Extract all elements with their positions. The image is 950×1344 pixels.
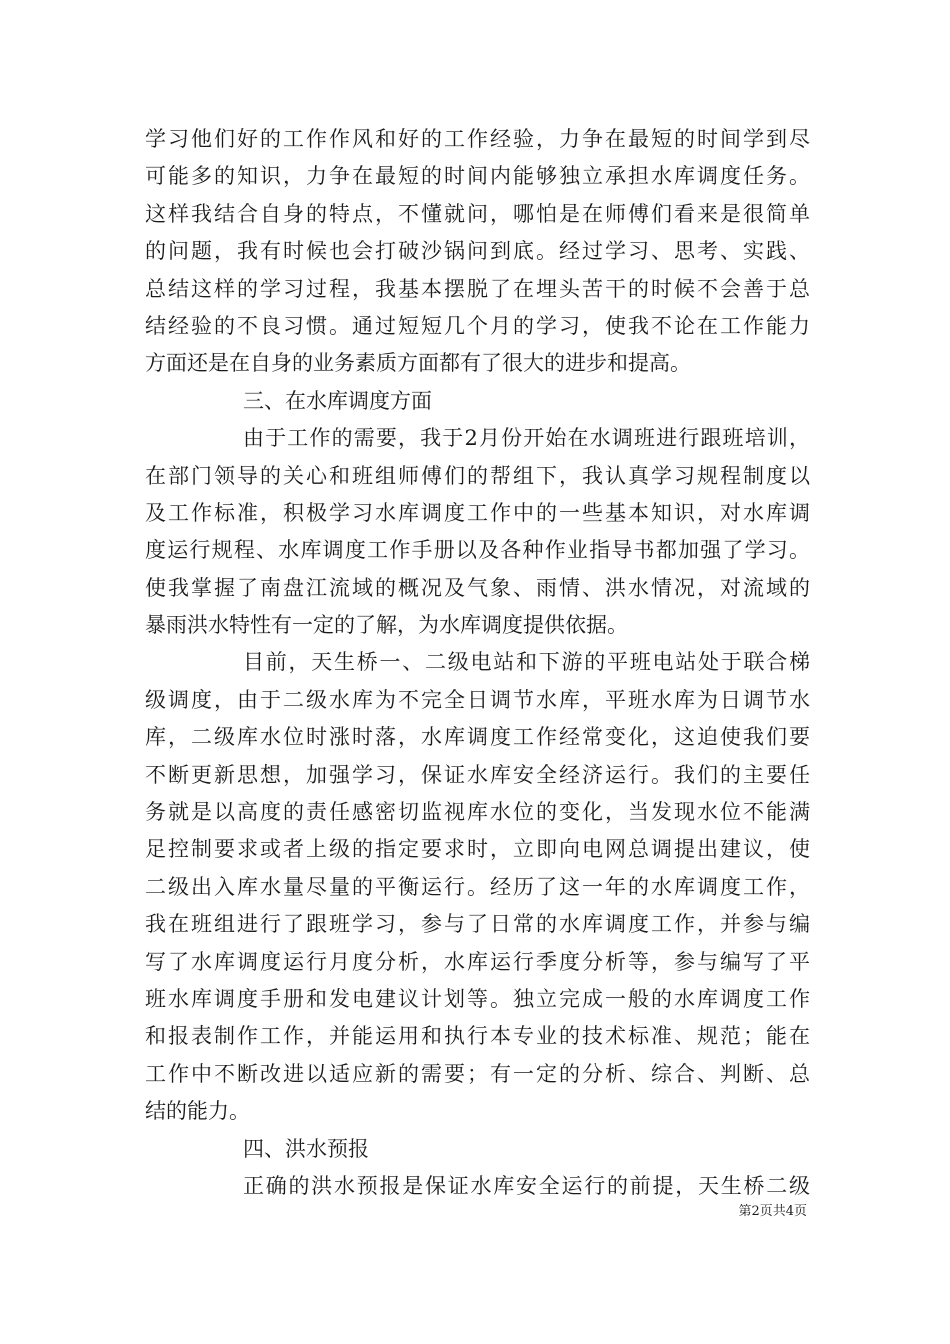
- body-line: 的问题，我有时候也会打破沙锅问到底。经过学习、思考、实践、: [145, 239, 810, 264]
- body-line: 二级出入库水量尽量的平衡运行。经历了这一年的水库调度工作，: [145, 874, 810, 899]
- paragraph-first-line: 正确的洪水预报是保证水库安全运行的前提，天生桥二级: [243, 1173, 810, 1198]
- body-line: 暴雨洪水特性有一定的了解，为水库调度提供依据。: [145, 613, 628, 638]
- body-line: 我在班组进行了跟班学习，参与了日常的水库调度工作，并参与编: [145, 912, 810, 937]
- section-heading-3: 三、在水库调度方面: [243, 388, 432, 413]
- body-line: 务就是以高度的责任感密切监视库水位的变化，当发现水位不能满: [145, 800, 810, 825]
- body-line: 级调度，由于二级水库为不完全日调节水库，平班水库为日调节水: [145, 687, 810, 712]
- paragraph-first-line: 由于工作的需要，我于2月份开始在水调班进行跟班培训，: [243, 426, 810, 451]
- page-footer: 第2页共4页: [738, 1204, 807, 1219]
- body-line: 班水库调度手册和发电建议计划等。独立完成一般的水库调度工作: [145, 986, 810, 1011]
- body-line: 可能多的知识，力争在最短的时间内能够独立承担水库调度任务。: [145, 164, 810, 189]
- body-line: 度运行规程、水库调度工作手册以及各种作业指导书都加强了学习。: [145, 538, 810, 563]
- body-line: 不断更新思想，加强学习，保证水库安全经济运行。我们的主要任: [145, 762, 810, 787]
- body-line: 学习他们好的工作作风和好的工作经验，力争在最短的时间学到尽: [145, 127, 810, 151]
- paragraph-first-line: 目前，天生桥一、二级电站和下游的平班电站处于联合梯: [243, 650, 810, 675]
- body-line: 写了水库调度运行月度分析，水库运行季度分析等，参与编写了平: [145, 949, 810, 974]
- body-line: 及工作标准，积极学习水库调度工作中的一些基本知识，对水库调: [145, 500, 810, 525]
- body-line: 在部门领导的关心和班组师傅们的帮组下，我认真学习规程制度以: [145, 463, 810, 488]
- body-line: 库，二级库水位时涨时落，水库调度工作经常变化，这迫使我们要: [145, 725, 810, 750]
- body-line: 足控制要求或者上级的指定要求时，立即向电网总调提出建议，使: [145, 837, 810, 862]
- document-body: [145, 121, 810, 1205]
- section-heading-4: 四、洪水预报: [243, 1136, 369, 1161]
- body-line: 这样我结合自身的特点，不懂就问，哪怕是在师傅们看来是很简单: [145, 201, 810, 226]
- body-line: 和报表制作工作，并能运用和执行本专业的技术标准、规范；能在: [145, 1024, 810, 1049]
- body-line: 方面还是在自身的业务素质方面都有了很大的进步和提高。: [145, 351, 691, 376]
- body-line: 工作中不断改进以适应新的需要；有一定的分析、综合、判断、总: [145, 1061, 810, 1086]
- body-line: 使我掌握了南盘江流域的概况及气象、雨情、洪水情况，对流域的: [145, 575, 810, 600]
- body-line: 结的能力。: [145, 1099, 250, 1124]
- body-line: 总结这样的学习过程，我基本摆脱了在埋头苦干的时候不会善于总: [145, 276, 810, 301]
- body-line: 结经验的不良习惯。通过短短几个月的学习，使我不论在工作能力: [145, 313, 810, 338]
